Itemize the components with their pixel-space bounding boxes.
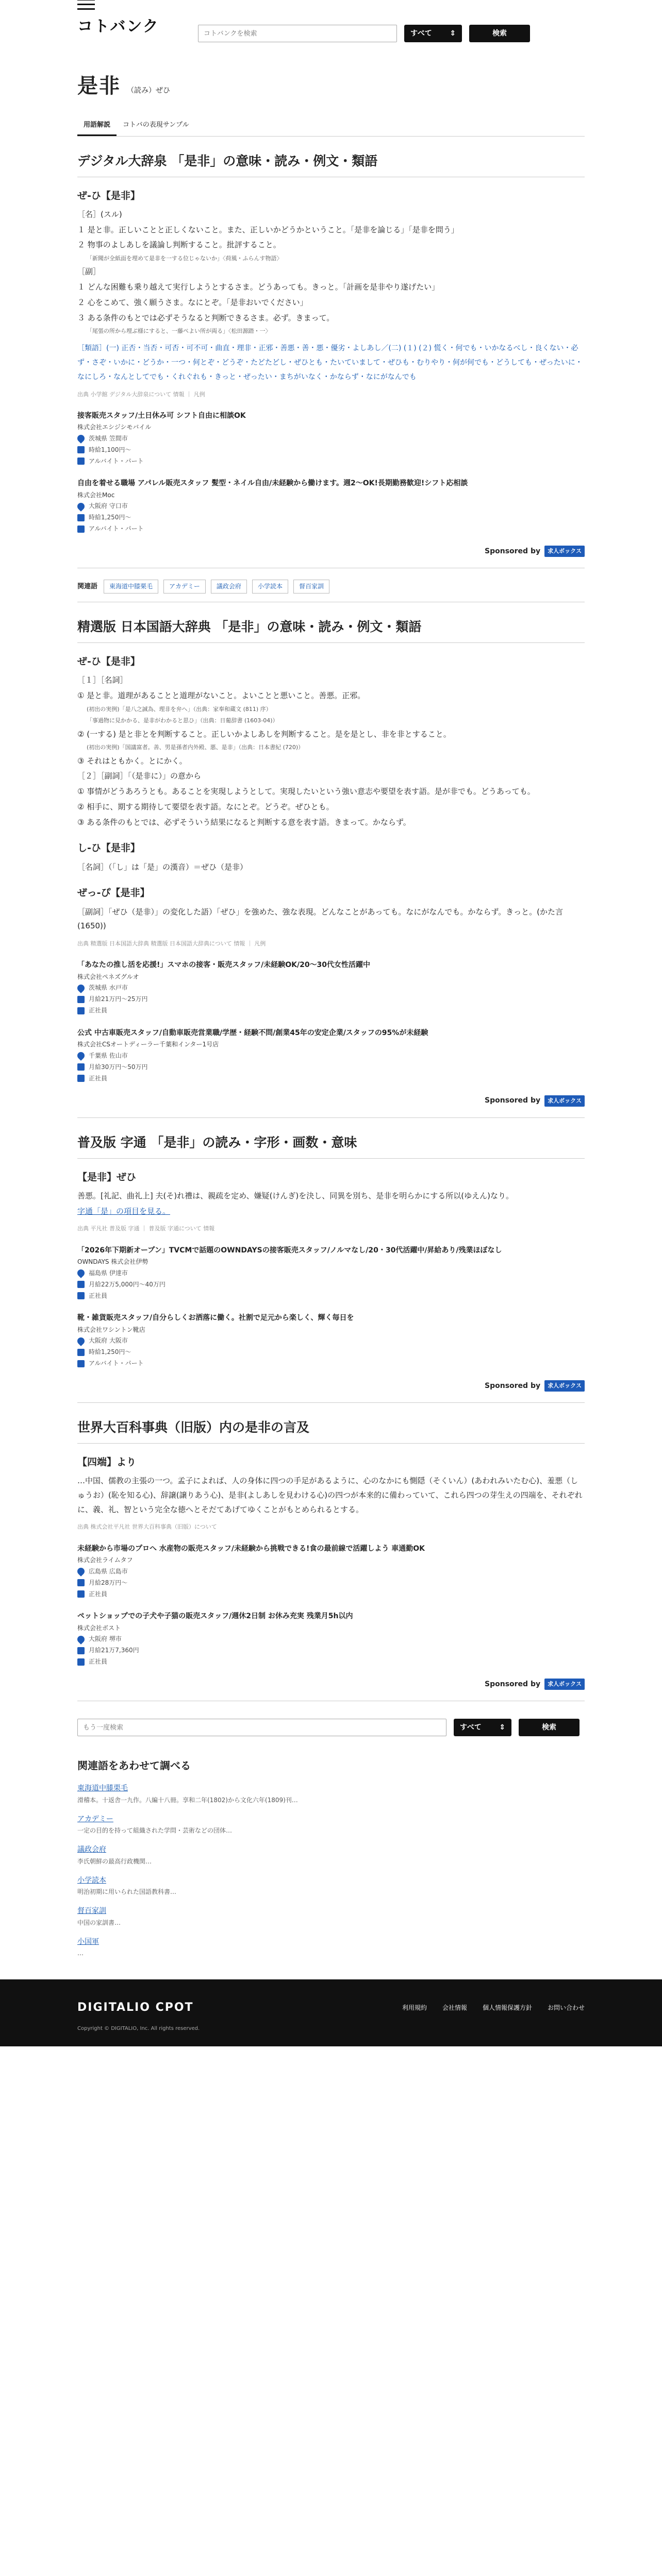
sponsor-bar — [77, 545, 585, 569]
site-logo[interactable]: コトバンク — [77, 18, 159, 36]
entry-head: 【四端】より — [77, 1456, 137, 1468]
source-citation: 出典 平凡社 普及版 字通 ｜ 普及版 字通について 情報 — [77, 1225, 215, 1232]
scope-label: すべて — [460, 1723, 482, 1732]
job-company: 株式会社ボスト — [77, 1624, 121, 1632]
job-pay: 月給21万円～25万円 — [89, 995, 148, 1003]
briefcase-icon — [77, 1658, 85, 1666]
footer-link[interactable]: 利用規約 — [402, 2004, 427, 2011]
def-line: ［２］［副詞］「（是非に）」の意から — [77, 771, 202, 781]
job-title[interactable]: 靴・雑貨販売スタッフ/自分らしくお洒落に働く。社割で足元から楽しく、輝く毎日を — [77, 1314, 354, 1323]
related-item-desc: 一定の目的を持って組織された学問・芸術などの団体… — [77, 1827, 233, 1835]
job-title[interactable]: 「2026年下期新オープン」TVCMで話題のOWNDAYSの接客販売スタッフ/ノルマなし/20・30代活躍中/昇給あり/残業ほぼなし — [77, 1246, 502, 1255]
related-item-title[interactable]: 東海道中膝栗毛 — [77, 1784, 128, 1793]
related-item-desc: 李氏朝鮮の最高行政機関… — [77, 1857, 152, 1865]
related-words — [77, 580, 585, 602]
job-type: 正社員 — [89, 1007, 108, 1014]
yen-icon — [77, 1281, 85, 1288]
job-type: 正社員 — [89, 1292, 108, 1299]
job-title[interactable]: 公式 中古車販売スタッフ/自動車販売営業職/学歴・経験不問/創業45年の安定企業/スタッフの95%が未経験 — [77, 1028, 428, 1037]
job-location: 茨城県 笠間市 — [89, 434, 128, 442]
def-example: 「新聞が全紙面を埋めて是非を一する位じゃないか」〈荷風・ふらんす物語〉 — [87, 255, 283, 262]
footer-link[interactable]: 個人情報保護方針 — [482, 2004, 532, 2011]
related-chip[interactable]: 督百家訓 — [293, 580, 329, 594]
sponsor-logo[interactable]: 求人ボックス — [544, 1380, 585, 1392]
related-item-desc: … — [77, 1950, 84, 1957]
related-item[interactable] — [77, 1936, 585, 1959]
entry-head: ぜっ‐ぴ【是非】 — [77, 887, 150, 899]
def-line: ① 事情がどうあろうとも。あることを実現しようとして。実現したいという強い意志や要望を表す語。是が非でも。どうあっても。 — [77, 787, 535, 796]
main — [0, 68, 662, 1959]
job-type: アルバイト・パート — [89, 1360, 144, 1367]
related-item-desc: 中国の家訓書… — [77, 1919, 121, 1926]
job-ad[interactable] — [77, 1543, 585, 1600]
job-type: 正社員 — [89, 1074, 108, 1082]
location-icon — [76, 983, 86, 993]
related-item[interactable] — [77, 1874, 585, 1898]
job-meta — [77, 433, 585, 467]
job-meta — [77, 1634, 585, 1668]
job-pay: 月給30万円～50万円 — [89, 1063, 148, 1071]
related-chip[interactable]: 小学読本 — [252, 580, 288, 594]
job-title[interactable]: 未経験から市場のプロへ 水産物の販売スタッフ/未経験から挑戦できる!食の最前線で活躍しよう 車通勤OK — [77, 1544, 425, 1553]
location-icon — [76, 434, 86, 444]
footer — [0, 1979, 662, 2046]
search-bar — [198, 25, 530, 42]
yen-icon — [77, 446, 85, 453]
def-line: 善悪。[礼記、曲礼上] 夫(そ)れ禮は、親疏を定め、嫌疑(けんぎ)を決し、同異を別ち、是非を明らかにする所以(ゆえん)なり。 — [77, 1191, 514, 1200]
related-chip[interactable]: 東海道中膝栗毛 — [104, 580, 158, 594]
sponsor-logo[interactable]: 求人ボックス — [544, 1095, 585, 1107]
def-line: ［名詞］（「し」は「是」の漢音）＝ぜひ（是非） — [77, 862, 248, 872]
job-ad[interactable] — [77, 959, 585, 1016]
def-line: ① 是と非。道理があることと道理がないこと。よいことと悪いこと。善悪。正邪。 — [77, 691, 366, 701]
sponsor-label: Sponsored by — [485, 1680, 541, 1688]
briefcase-icon — [77, 1360, 85, 1367]
definition — [77, 1189, 585, 1219]
definition — [77, 208, 585, 337]
related-label: 関連語 — [77, 582, 98, 590]
def-example: 「尾張の所から埋ぶ様にすると、一藤ぺよい所が両る」〈松田源踏・一〉 — [87, 328, 271, 335]
job-location: 大阪府 大阪市 — [89, 1337, 128, 1345]
job-type: 正社員 — [89, 1590, 108, 1598]
job-pay: 時給1,100円～ — [89, 446, 131, 453]
reading: （読み）ぜひ — [127, 87, 170, 95]
def-line: …中国、儒教の主張の一つ。孟子によれば、人の身体に四つの手足があるように、心のなかにも惻隠（そくいん）(あわれみいたむ心)、羞悪（しゅうお）(恥を知る心)、辞譲(譲りあう心)、是非(よしあしを見わける心)の四つが本来的に備わっていて、これら四つの芽生えの四端を、それぞれに、義、礼、智という完全な徳へとそだてあげてゆくことがもとめられるとする。 — [77, 1476, 583, 1514]
job-location: 大阪府 堺市 — [89, 1635, 122, 1643]
footer-link[interactable]: 会社情報 — [442, 2004, 467, 2011]
source-citation: 出典 小学館 デジタル大辞泉について 情報 ｜ 凡例 — [77, 391, 205, 398]
sponsor-bar — [77, 1094, 585, 1118]
job-ad[interactable] — [77, 410, 585, 467]
bottom-search-input[interactable] — [77, 1719, 446, 1736]
definition — [77, 860, 585, 875]
related-item-title[interactable]: 小国軍 — [77, 1937, 99, 1946]
synonym-links[interactable]: ［類語］(一) 正否・当否・可否・可不可・曲直・理非・正邪・善悪・善・悪・優劣・よしあし／(二) (１) (２) 慌く・何でも・いかなるべし・良くない・必ず・さぞ・いかに・どうか・一つ・何とぞ・どうぞ・たどたどし・ぜひとも・たいていまして・ぜひも・むりやり・何が何でも・どうしても・ぜったいに・なにしろ・なんとしてでも・くれぐれも・きっと・ぜったい・まちがいなく・かならず・なにがなんでも — [77, 344, 583, 381]
job-company: 株式会社ワシントン靴店 — [77, 1326, 145, 1333]
job-meta — [77, 1050, 585, 1084]
briefcase-icon — [77, 1590, 85, 1598]
related-item[interactable] — [77, 1905, 585, 1928]
job-title[interactable]: 「あなたの推し活を応援!」スマホの接客・販売スタッフ/未経験OK/20～30代女性活躍中 — [77, 961, 371, 970]
def-link[interactable] — [77, 1205, 585, 1219]
job-location: 茨城県 水戸市 — [89, 984, 128, 992]
job-meta — [77, 1335, 585, 1369]
copyright: Copyright © DIGITALIO, Inc. All rights reserved. — [77, 2025, 200, 2031]
briefcase-icon — [77, 526, 85, 533]
def-line: ［１］［名詞］ — [77, 675, 128, 685]
scope-label: すべて — [410, 29, 432, 38]
def-line: ② (一する) 是と非とを判断すること。正しいかよしあしを判断すること。是を是とし、非を非とすること。 — [77, 729, 451, 739]
def-line: １ 是と非。正しいことと正しくないこと。また、正しいかどうかということ。「是非を論じる」「是非を問う」 — [77, 225, 459, 234]
search-button[interactable]: 検索 — [469, 25, 530, 42]
job-meta — [77, 1267, 585, 1301]
job-ad[interactable] — [77, 1610, 585, 1668]
briefcase-icon — [77, 1075, 85, 1082]
related-item-desc: 滑稽本。十返舎一九作。八編十八冊。享和二年(1802)から文化六年(1809)刊… — [77, 1796, 298, 1804]
job-location: 千葉県 佐山市 — [89, 1052, 128, 1059]
location-icon — [76, 501, 86, 512]
chevron-down-icon: ⇕ — [450, 29, 456, 38]
def-example: 「事過物に見かかる、是非がわかると思ひ」（出典：日葡辞書 (1603-04)） — [87, 717, 278, 724]
dict-title-jitsu: 普及版 字通 「是非」の読み・字形・画数・意味 — [77, 1131, 585, 1159]
job-meta — [77, 982, 585, 1016]
location-icon — [76, 1566, 86, 1577]
related-item[interactable] — [77, 1843, 585, 1867]
job-title[interactable]: 自由を着せる職場 アパレル販売スタッフ 髪型・ネイル自由/未経験から働けます。週2～OK!長期勤務歓迎!シフト応相談 — [77, 479, 468, 488]
job-company: 株式会社ペネズグルオ — [77, 973, 139, 980]
job-location: 広島県 広島市 — [89, 1567, 128, 1575]
def-line: ２ 心をこめて、強く願うさま。なにとぞ。「是非おいでください」 — [77, 297, 308, 307]
def-line: ［副詞］「ぜひ（是非）」の変化した語）「ぜひ」を強めた、強な表現。どんなことがあっても。なにがなんでも。かならず。きっと。(かた言 (1650)) — [77, 907, 564, 931]
job-company: OWNDAYS 株式会社伊勢 — [77, 1258, 148, 1266]
sponsor-logo[interactable]: 求人ボックス — [544, 1679, 585, 1690]
related-item-title[interactable]: 小学読本 — [77, 1876, 106, 1885]
job-type: 正社員 — [89, 1658, 108, 1666]
job-meta — [77, 1566, 585, 1600]
word-header — [77, 68, 585, 104]
page-title: 是非 — [77, 74, 121, 98]
source-citation: 出典 精選版 日本国語大辞典 精選版 日本国語大辞典について 情報 ｜ 凡例 — [77, 940, 266, 947]
scope-select[interactable] — [404, 25, 462, 42]
definition — [77, 1474, 585, 1517]
yen-icon — [77, 514, 85, 521]
job-type: アルバイト・パート — [89, 457, 144, 465]
related-chip[interactable]: 議政会府 — [211, 580, 247, 594]
def-line: ② 相手に、期する期待して要望を表す語。なにとぞ。どうぞ。ぜひとも。 — [77, 802, 334, 811]
related-lookup-title: 関連語をあわせて調べる — [77, 1759, 191, 1772]
search-input[interactable] — [198, 25, 397, 42]
entry-head: 【是非】ぜひ — [77, 1171, 137, 1183]
tab-bar — [77, 116, 585, 137]
bottom-scope-select[interactable] — [454, 1719, 511, 1736]
dict-title-heibonsha: 世界大百科事典（旧版）内の是非の言及 — [77, 1416, 585, 1444]
briefcase-icon — [77, 1292, 85, 1299]
job-company: 株式会社CSオートディーラー千葉和インター1号店 — [77, 1041, 219, 1048]
job-pay: 時給1,250円～ — [89, 1348, 131, 1356]
job-title[interactable]: 接客販売スタッフ/土日休み可 シフト自由に相談OK — [77, 411, 246, 420]
job-ad[interactable] — [77, 1244, 585, 1302]
yen-icon — [77, 996, 85, 1003]
sponsor-bar — [77, 1678, 585, 1702]
def-line: ［名］(スル) — [77, 209, 122, 219]
location-icon — [76, 1634, 86, 1645]
job-pay: 月給21万7,360円 — [89, 1647, 139, 1654]
location-icon — [76, 1268, 86, 1278]
bottom-search-button[interactable]: 検索 — [519, 1719, 580, 1736]
yen-icon — [77, 1647, 85, 1654]
def-line: ③ それはともかく。とにかく。 — [77, 756, 187, 766]
footer-logo[interactable]: DIGITALIO CPOT — [77, 2001, 194, 2014]
chevron-down-icon: ⇕ — [499, 1723, 505, 1732]
definition — [77, 905, 585, 934]
related-item-desc: 明治初期に用いられた国語教科書… — [77, 1888, 177, 1896]
def-line: ③ ある条件のもとでは、必ずそういう結果になると判断する意を表す語。きまって。かならず。 — [77, 817, 411, 827]
bottom-search-bar — [77, 1719, 585, 1736]
def-line: ２ 物事のよしあしを議論し判断すること。批評すること。 — [77, 240, 281, 250]
related-item-title[interactable]: 議政会府 — [77, 1845, 106, 1854]
def-line: ３ ある条件のもとでは必ずそうなると判断できるさま。必ず。きまって。 — [77, 313, 335, 323]
def-line: １ どんな困難も乗り越えて実行しようとするさま。どうあっても。きっと。「計画を是非やり遂げたい」 — [77, 282, 440, 292]
sponsor-bar — [77, 1380, 585, 1403]
yen-icon — [77, 1349, 85, 1356]
entry-head: ぜ‐ひ【是非】 — [77, 190, 140, 201]
jitsu-link[interactable]: 字通「是」の項目を見る。 — [77, 1206, 171, 1216]
sponsor-label: Sponsored by — [485, 547, 541, 555]
definition — [77, 673, 585, 829]
menu-icon[interactable] — [77, 0, 95, 13]
job-type: アルバイト・パート — [89, 525, 144, 533]
dict-title-daijisen: デジタル大辞泉 「是非」の意味・読み・例文・類語 — [77, 150, 585, 177]
job-pay: 時給1,250円～ — [89, 514, 131, 521]
job-meta — [77, 501, 585, 535]
job-ad[interactable] — [77, 1027, 585, 1084]
job-pay: 月給22万5,000円～40万円 — [89, 1280, 166, 1288]
job-pay: 月給28万円～ — [89, 1579, 128, 1586]
job-ad[interactable] — [77, 477, 585, 535]
job-location: 大阪府 守口市 — [89, 502, 128, 510]
tab-samples[interactable]: コトバの表現サンプル — [123, 121, 189, 129]
briefcase-icon — [77, 457, 85, 465]
job-location: 福島県 伊達市 — [89, 1269, 128, 1277]
entry-head: し‐ひ【是非】 — [77, 842, 140, 854]
yen-icon — [77, 1579, 85, 1586]
job-title[interactable]: ペットショップでの子犬や子猫の販売スタッフ/週休2日制 お休み充実 残業月5h以内 — [77, 1612, 353, 1621]
dict-title-nikkoku: 精選版 日本国語大辞典 「是非」の意味・読み・例文・類語 — [77, 616, 585, 643]
footer-link[interactable]: お問い合わせ — [547, 2004, 585, 2011]
related-item[interactable] — [77, 1813, 585, 1837]
entry-head: ぜ‐ひ【是非】 — [77, 656, 140, 668]
header — [0, 0, 662, 38]
location-icon — [76, 1336, 86, 1346]
def-example: (初出の実例)「是八之誠為、理非を弁へ」（出典：家奉和蔵文 (811) 序） — [87, 705, 272, 713]
briefcase-icon — [77, 1007, 85, 1014]
def-example: (初出の実例)「国議富者。善、男是孫者内外殿、悪、是非」（出典：日本書紀 (720)） — [87, 744, 304, 751]
related-item[interactable] — [77, 1782, 585, 1806]
source-citation: 出典 株式会社平凡社 世界大百科事典（旧版）について — [77, 1523, 217, 1531]
job-ad[interactable] — [77, 1312, 585, 1369]
job-company: 株式会社エシジシモバイル — [77, 423, 152, 431]
job-company: 株式会社Moc — [77, 491, 115, 499]
related-item-title[interactable]: アカデミー — [77, 1815, 113, 1823]
tab-glossary[interactable]: 用語解説 — [77, 116, 117, 136]
location-icon — [76, 1051, 86, 1061]
sponsor-logo[interactable]: 求人ボックス — [544, 546, 585, 557]
related-chip[interactable]: アカデミー — [163, 580, 206, 594]
yen-icon — [77, 1063, 85, 1071]
def-line: ［副］ — [77, 267, 101, 277]
sponsor-label: Sponsored by — [485, 1096, 541, 1105]
sponsor-label: Sponsored by — [485, 1381, 541, 1390]
job-company: 株式会社ライムタフ — [77, 1556, 133, 1564]
related-item-title[interactable]: 督百家訓 — [77, 1907, 106, 1916]
related-lookup — [77, 1757, 585, 1959]
